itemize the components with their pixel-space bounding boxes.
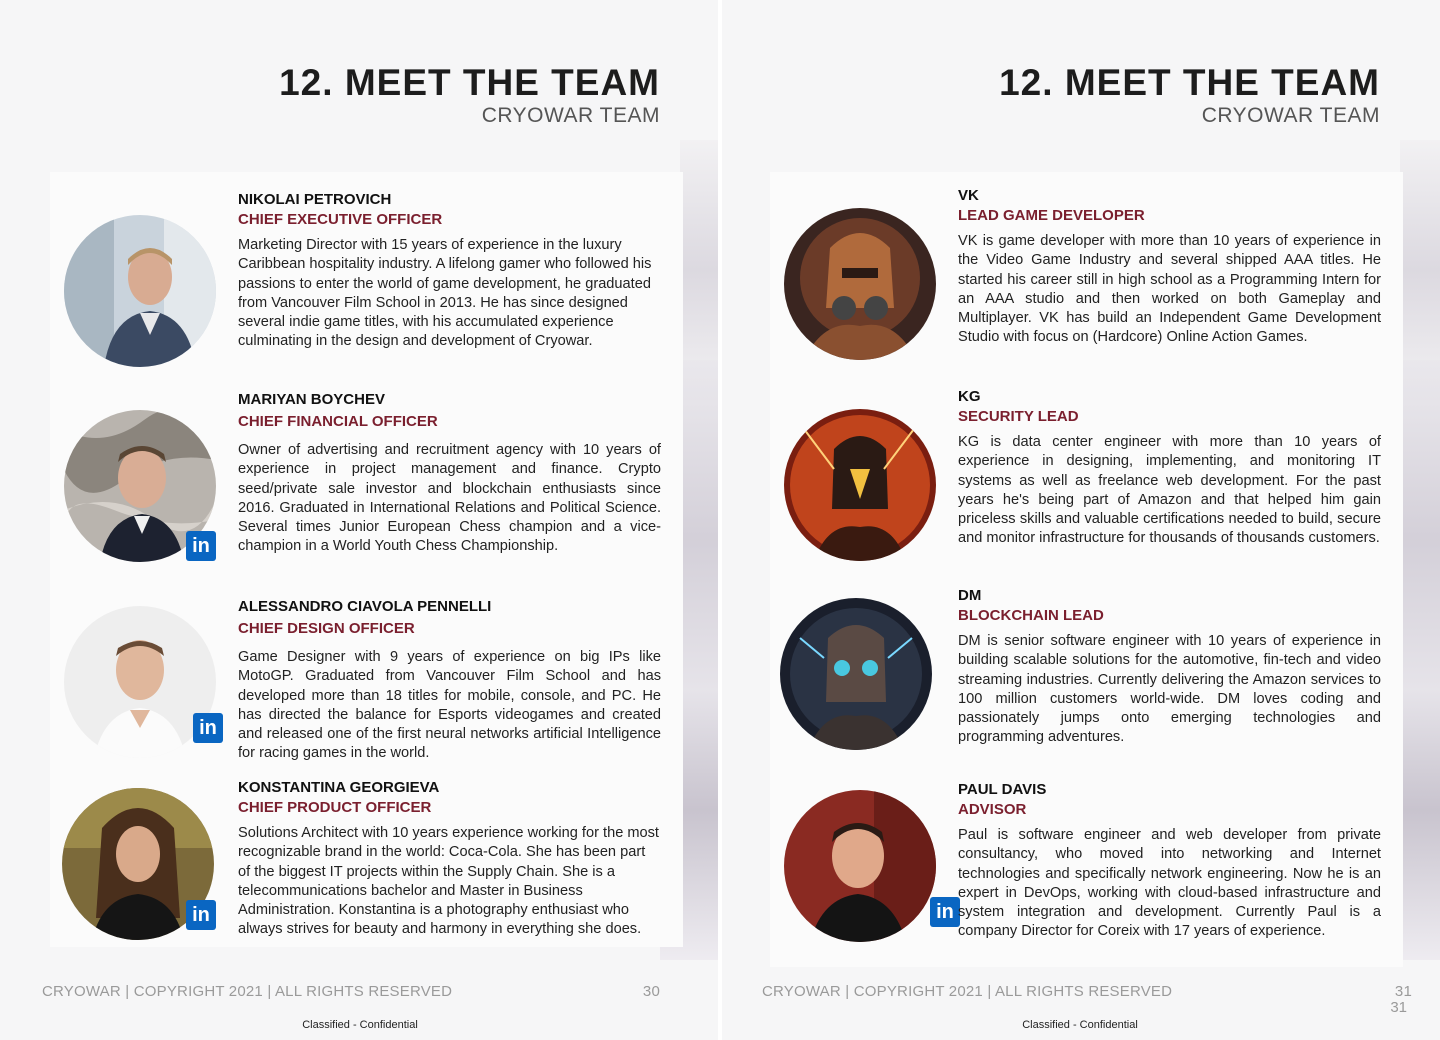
page-heading [999,62,1380,128]
page-subtitle: CRYOWAR TEAM [481,104,660,127]
member-role: CHIEF PRODUCT OFFICER [238,799,432,816]
avatar-photo [64,215,216,367]
member-name: DM [958,587,982,604]
member-role: BLOCKCHAIN LEAD [958,607,1104,624]
page-heading [279,62,660,128]
copyright-text: CRYOWAR | COPYRIGHT 2021 | ALL RIGHTS RESERVED [42,983,453,1000]
avatar-artwork [784,409,936,561]
member-role: ADVISOR [958,801,1027,818]
linkedin-icon[interactable]: in [186,531,216,561]
avatar-artwork [780,598,932,750]
portrait-image [64,215,216,367]
page-title: 12. MEET THE TEAM [279,62,660,103]
member-role: LEAD GAME DEVELOPER [958,207,1145,224]
character-art-image [784,208,936,360]
page-divider [718,0,722,1040]
member-name: MARIYAN BOYCHEV [238,391,385,408]
linkedin-icon[interactable]: in [193,713,223,743]
linkedin-icon[interactable]: in [930,897,960,927]
member-role: SECURITY LEAD [958,408,1079,425]
member-bio: Game Designer with 9 years of experience on big IPs like MotoGP. Graduated from Vancouver Film School and has developed more than 18 titles for mobile, console, and PC. He has directed the balance for Esports videogames and created and released one of the first neural networks artificial Intelligence for racing games in the world. [238,649,661,762]
page-number: 30 [642,983,660,1000]
member-bio: Marketing Director with 15 years of experience in the luxury Caribbean hospitality industry. A lifelong gamer who followed his passions to enter the world of game development, he graduated from Vancouver Film School in 2013. He has since designed several indie game titles, with his accumulated experience culminating in the design and development of Cryowar. [238,237,652,350]
classification-label: Classified - Confidential [302,1019,418,1031]
character-art-image [784,409,936,561]
avatar-photo [784,790,936,942]
right-page [720,0,1440,1040]
page-subtitle: CRYOWAR TEAM [1201,104,1380,127]
member-name: NIKOLAI PETROVICH [238,191,392,208]
copyright-text: CRYOWAR | COPYRIGHT 2021 | ALL RIGHTS RESERVED [762,983,1173,1000]
linkedin-icon[interactable]: in [186,900,216,930]
member-bio: KG is data center engineer with more than 10 years of experience in designing, implementing, and monitoring IT systems as well as freelance web development. For the past years he's being part of Amazon and that helped him gain priceless skills and valuable certifications needed to build, secure and monitor infrastructure for thousands of thousands customers. [958,434,1381,547]
page-number-duplicate: 31 [1390,999,1407,1016]
character-art-image [780,598,932,750]
team-card [770,172,1403,967]
portrait-image [784,790,936,942]
member-name: KG [958,388,981,405]
page-number: 31 [1394,983,1412,1000]
classification-label: Classified - Confidential [1022,1019,1138,1031]
page-title: 12. MEET THE TEAM [999,62,1380,103]
member-bio: DM is senior software engineer with 10 years of experience in building scalable solutions for the automotive, fin-tech and video streaming industries. Currently delivering the Amazon services to 100 million customers world-wide. DM loves coding and passionately jumps onto emerging technologies and programming adventures. [958,633,1381,746]
member-name: VK [958,187,979,204]
member-role: CHIEF EXECUTIVE OFFICER [238,211,443,228]
member-role: CHIEF FINANCIAL OFFICER [238,413,438,430]
member-bio: Paul is software engineer and web developer from private consultancy, who moved into networking and Internet technologies and specifically network engineering. Now he is an expert in DevOps, working with cloud-based infrastructure and system integration and development. Currently Paul is a company Director for Coreix with 17 years of experience. [958,827,1381,940]
member-bio: Owner of advertising and recruitment agency with 10 years of experience in project management and finance. Crypto seed/private sale investor and blockchain enthusiasts since 2016. Graduated in International Relations and Political Science. Several times Junior European Chess champion and a vice-champion in a World Youth Chess Championship. [238,442,661,555]
member-name: PAUL DAVIS [958,781,1047,798]
member-name: KONSTANTINA GEORGIEVA [238,779,440,796]
member-name: ALESSANDRO CIAVOLA PENNELLI [238,598,492,615]
member-bio: Solutions Architect with 10 years experience working for the most recognizable brand in the world: Coca-Cola. She has been part of the biggest IT projects within the Supply Chain. She is a telecommunications bachelor and Master in Business Administration. Konstantina is a photography enthusiast who always strives for beauty and harmony in everything she does. [238,825,659,938]
member-bio: VK is game developer with more than 10 years of experience in the Video Game Industry and several shipped AAA titles. He started his career still in high school as a Programming Intern for an AAA studio and then worked on both Gameplay and Multiplayer. VK has build an Independent Game Development Studio with focus on (Hardcore) Online Action Games. [958,233,1381,346]
team-card [50,172,683,947]
member-role: CHIEF DESIGN OFFICER [238,620,415,637]
avatar-artwork [784,208,936,360]
page-footer [42,983,662,1000]
page-footer [762,983,1412,1000]
